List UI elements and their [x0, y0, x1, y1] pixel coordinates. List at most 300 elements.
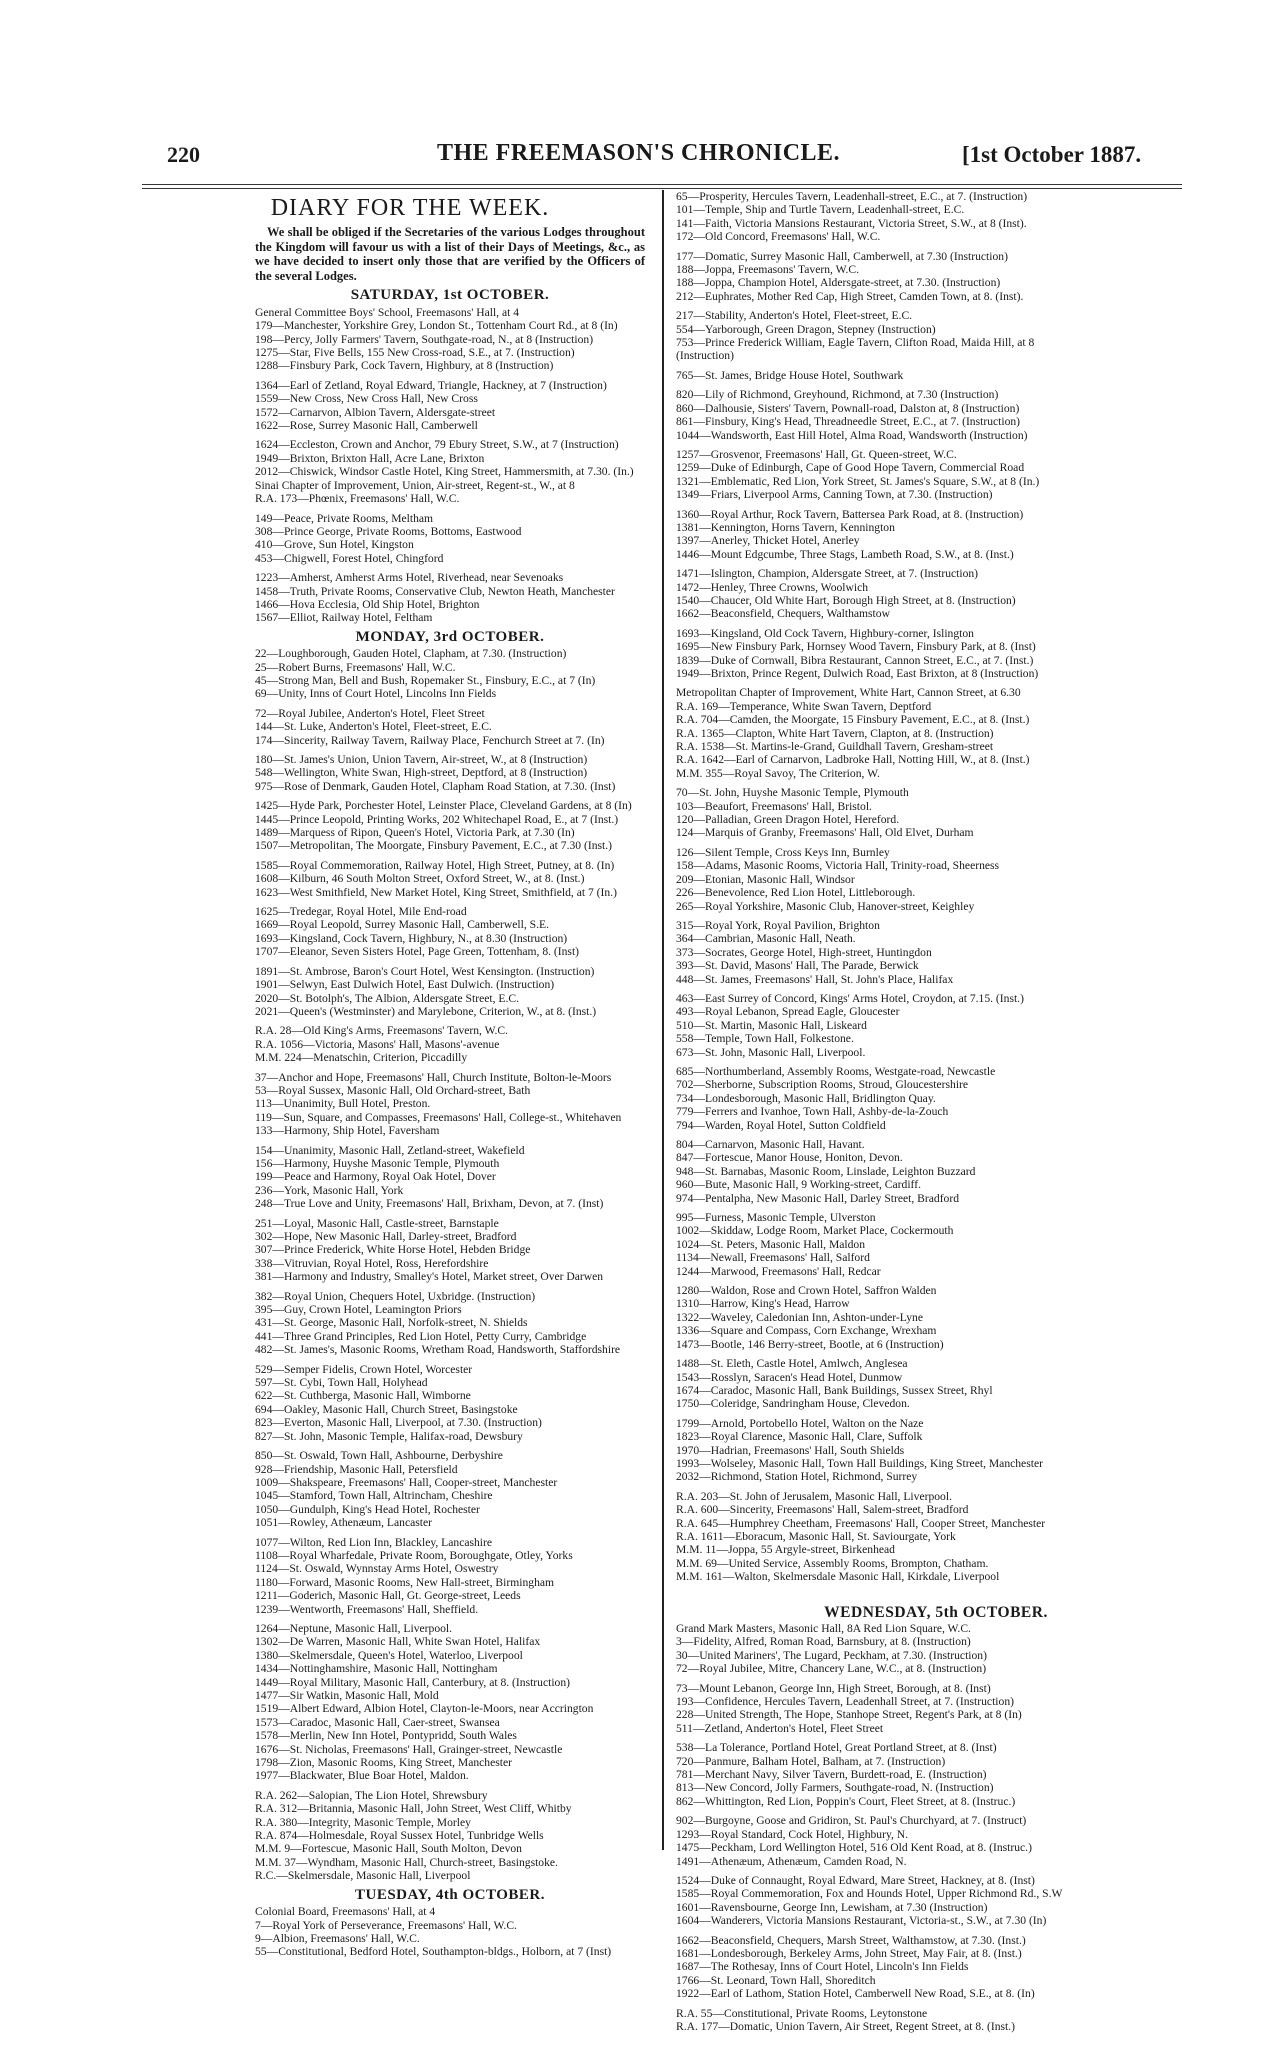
lodge-entry: 119—Sun, Square, and Compasses, Freemasons' Hall, College-st., Whitehaven: [255, 1110, 622, 1124]
lodge-group: [676, 1490, 1196, 1584]
lodge-entry: 482—St. James's, Masonic Rooms, Wretham Road, Handsworth, Staffordshire: [255, 1343, 621, 1357]
lodge-entry: 1397—Anerley, Thicket Hotel, Anerley: [676, 534, 860, 548]
lodge-entry: 1381—Kennington, Horns Tavern, Kennington: [676, 520, 895, 534]
lodge-entry: 410—Grove, Sun Hotel, Kingston: [255, 538, 414, 552]
lodge-entry: 1336—Square and Compass, Corn Exchange, Wrexham: [676, 1324, 937, 1338]
lodge-entry: R.A. 704—Camden, the Moorgate, 15 Finsbury Pavement, E.C., at 8. (Inst.): [676, 713, 1030, 727]
lodge-entry: 30—United Mariners', The Lugard, Peckham, at 7.30. (Instruction): [676, 1648, 987, 1662]
lodge-entry: 1567—Elliot, Railway Hotel, Feltham: [255, 611, 433, 625]
lodge-entry: 2021—Queen's (Westminster) and Marylebone, Criterion, W., at 8. (Inst.): [255, 1004, 597, 1018]
lodge-entry: 1750—Coleridge, Sandringham House, Clevedon.: [676, 1397, 910, 1411]
lodge-entry: R.A. 203—St. John of Jerusalem, Masonic Hall, Liverpool.: [676, 1489, 952, 1503]
page-number: 220: [167, 142, 200, 167]
lodge-entry: R.A. 1538—St. Martins-le-Grand, Guildhall Tavern, Gresham-street: [676, 740, 994, 754]
lodge-entry: 9—Albion, Freemasons' Hall, W.C.: [255, 1931, 420, 1945]
lodge-entry: 188—Joppa, Champion Hotel, Aldersgate-street, at 7.30. (Instruction): [676, 276, 1001, 290]
lodge-group: [255, 965, 645, 1019]
lodge-entry: 144—St. Luke, Anderton's Hotel, Fleet-street, E.C.: [255, 720, 492, 734]
lodge-entry: 308—Prince George, Private Rooms, Bottoms, Eastwood: [255, 524, 522, 538]
lodge-entry: 734—Londesborough, Masonic Hall, Bridlington Quay.: [676, 1091, 936, 1105]
lodge-entry: 149—Peace, Private Rooms, Meltham: [255, 511, 434, 525]
lodge-entry: R.C.—Skelmersdale, Masonic Hall, Liverpool: [255, 1869, 471, 1883]
lodge-entry: 1472—Henley, Three Crowns, Woolwich: [676, 580, 869, 594]
lodge-entry: M.M. 69—United Service, Assembly Rooms, Brompton, Chatham.: [676, 1556, 989, 1570]
lodge-entry: 141—Faith, Victoria Mansions Restaurant, Victoria Street, S.W., at 8 (Inst).: [676, 216, 1027, 230]
lodge-entry: 1662—Beaconsfield, Chequers, Marsh Street, Walthamstow, at 7.30. (Inst.): [676, 1933, 1026, 1947]
lodge-group: [676, 567, 1196, 621]
lodge-entry: R.A. 1365—Clapton, White Hart Tavern, Clapton, at 8. (Instruction): [676, 726, 994, 740]
lodge-entry: 1302—De Warren, Masonic Hall, White Swan Hotel, Halifax: [255, 1635, 541, 1649]
lodge-group: [255, 799, 645, 853]
lodge-entry: 1310—Harrow, King's Head, Harrow: [676, 1297, 850, 1311]
lodge-entry: R.A. 169—Temperance, White Swan Tavern, Deptford: [676, 699, 932, 713]
lodge-entry: 113—Unanimity, Bull Hotel, Preston.: [255, 1097, 431, 1111]
lodge-group: [676, 1874, 1196, 1928]
lodge-group: [255, 438, 645, 505]
lodge-entry: R.A. 1056—Victoria, Masons' Hall, Masons'-avenue: [255, 1037, 500, 1051]
lodge-group: [676, 919, 1196, 986]
lodge-entry: 158—Adams, Masonic Rooms, Victoria Hall, Trinity-road, Sheerness: [676, 859, 1000, 873]
lodge-group: [676, 786, 1196, 840]
lodge-entry: 781—Merchant Navy, Silver Tavern, Burdett-road, E. (Instruction): [676, 1768, 987, 1782]
lodge-group: [676, 388, 1196, 442]
lodge-entry: 1434—Nottinghamshire, Masonic Hall, Nottingham: [255, 1662, 498, 1676]
lodge-entry: 315—Royal York, Royal Pavilion, Brighton: [676, 918, 880, 932]
lodge-entry: 1623—West Smithfield, New Market Hotel, King Street, Smithfield, at 7 (In.): [255, 885, 617, 899]
lodge-entry: 1922—Earl of Lathom, Station Hotel, Camberwell New Road, S.E., at 8. (In): [676, 1987, 1035, 2001]
lodge-entry: R.A. 1611—Eboracum, Masonic Hall, St. Saviourgate, York: [676, 1529, 956, 1543]
masthead-rule: [142, 184, 1182, 189]
lodge-group: [255, 1071, 645, 1138]
lodge-entry: 1257—Grosvenor, Freemasons' Hall, Gt. Queen-street, W.C.: [676, 447, 957, 461]
lodge-entry: 1608—Kilburn, 46 South Molton Street, Oxford Street, W., at 8. (Inst.): [255, 872, 585, 886]
lodge-group: [676, 1741, 1196, 1808]
lodge-entry: 1799—Arnold, Portobello Hotel, Walton on the Naze: [676, 1416, 924, 1430]
lodge-entry: 554—Yarborough, Green Dragon, Stepney (Instruction): [676, 322, 936, 336]
lodge-entry: R.A. 28—Old King's Arms, Freemasons' Tavern, W.C.: [255, 1024, 509, 1038]
lodge-entry: 302—Hope, New Masonic Hall, Darley-street, Bradford: [255, 1230, 517, 1243]
lodge-entry: 177—Domatic, Surrey Masonic Hall, Camberwell, at 7.30 (Instruction): [676, 249, 1008, 263]
lodge-entry: 1009—Shakspeare, Freemasons' Hall, Cooper-street, Manchester: [255, 1475, 558, 1489]
lodge-entry: 133—Harmony, Ship Hotel, Faversham: [255, 1124, 440, 1138]
newspaper-title: THE FREEMASON'S CHRONICLE.: [437, 140, 841, 166]
lodge-group: [255, 1290, 645, 1357]
lodge-entry: 236—York, Masonic Hall, York: [255, 1183, 404, 1197]
lodge-entry: 1244—Marwood, Freemasons' Hall, Redcar: [676, 1264, 881, 1278]
lodge-entry: 2020—St. Botolph's, The Albion, Aldersgate Street, E.C.: [255, 991, 520, 1005]
lodge-entry: 69—Unity, Inns of Court Hotel, Lincolns Inn Fields: [255, 687, 497, 701]
lodge-group: [255, 707, 645, 747]
lodge-entry: 1707—Eleanor, Seven Sisters Hotel, Page Green, Tottenham, 8. (Inst): [255, 945, 580, 959]
lodge-entry: 1445—Prince Leopold, Printing Works, 202 Whitechapel Road, E., at 7 (Inst.): [255, 812, 619, 826]
lodge-entry: Sinai Chapter of Improvement, Union, Air-street, Regent-st., W., at 8: [255, 478, 575, 492]
lodge-entry: M.M. 9—Fortescue, Masonic Hall, South Molton, Devon: [255, 1842, 522, 1856]
lodge-entry: 765—St. James, Bridge House Hotel, Southwark: [676, 368, 904, 382]
right-column: [662, 190, 1196, 2033]
lodge-entry: 126—Silent Temple, Cross Keys Inn, Burnley: [676, 845, 890, 859]
lodge-entry: R.A. 380—Integrity, Masonic Temple, Morley: [255, 1815, 471, 1829]
lodge-entry: 3—Fidelity, Alfred, Roman Road, Barnsbury, at 8. (Instruction): [676, 1635, 971, 1649]
lodge-entry: 2012—Chiswick, Windsor Castle Hotel, King Street, Hammersmith, at 7.30. (In.): [255, 465, 634, 479]
lodge-entry: 861—Finsbury, King's Head, Threadneedle Street, E.C., at 7. (Instruction): [676, 415, 1021, 429]
lodge-entry: 1901—Selwyn, East Dulwich Hotel, East Dulwich. (Instruction): [255, 978, 555, 992]
lodge-entry: 823—Everton, Masonic Hall, Liverpool, at 7.30. (Instruction): [255, 1416, 542, 1430]
lodge-entry: 154—Unanimity, Masonic Hall, Zetland-street, Wakefield: [255, 1143, 525, 1157]
lodge-entry: 1364—Earl of Zetland, Royal Edward, Triangle, Hackney, at 7 (Instruction): [255, 378, 607, 392]
lodge-entry: 180—St. James's Union, Union Tavern, Air-street, W., at 8 (Instruction): [255, 753, 588, 766]
lodge-entry: 948—St. Barnabas, Masonic Room, Linslade, Leighton Buzzard: [676, 1164, 976, 1178]
lodge-entry: 248—True Love and Unity, Freemasons' Hall, Brixham, Devon, at 7. (Inst): [255, 1197, 604, 1211]
lodge-entry: 1585—Royal Commemoration, Railway Hotel, High Street, Putney, at 8. (In): [255, 858, 615, 872]
lodge-group: [676, 686, 1196, 780]
lodge-group: [676, 309, 1196, 363]
lodge-entry: 850—St. Oswald, Town Hall, Ashbourne, Derbyshire: [255, 1449, 503, 1463]
lodge-group: [676, 627, 1196, 681]
lodge-entry: R.A. 55—Constitutional, Private Rooms, Leytonstone: [676, 2006, 928, 2020]
lodge-entry: 2032—Richmond, Station Hotel, Richmond, Surrey: [676, 1470, 918, 1484]
lodge-entry: 156—Harmony, Huyshe Masonic Temple, Plymouth: [255, 1156, 500, 1170]
lodge-entry: 1077—Wilton, Red Lion Inn, Blackley, Lancashire: [255, 1535, 493, 1549]
lodge-entry: 120—Palladian, Green Dragon Hotel, Hereford.: [676, 813, 900, 827]
left-column-days: [115, 289, 645, 1958]
lodge-entry: 72—Royal Jubilee, Mitre, Chancery Lane, W.C., at 8. (Instruction): [676, 1662, 987, 1676]
lodge-group: [255, 1144, 645, 1211]
lodge-entry: M.M. 11—Joppa, 55 Argyle-street, Birkenhead: [676, 1543, 895, 1557]
lodge-entry: 1044—Wandsworth, East Hill Hotel, Alma Road, Wandsworth (Instruction): [676, 428, 1028, 442]
lodge-entry: 1601—Ravensbourne, George Inn, Lewisham, at 7.30 (Instruction): [676, 1900, 988, 1914]
lodge-entry: R.A. 645—Humphrey Cheetham, Freemasons' Hall, Cooper Street, Manchester: [676, 1516, 1046, 1530]
lodge-entry: 995—Furness, Masonic Temple, Ulverston: [676, 1211, 876, 1225]
lodge-entry: 1475—Peckham, Lord Wellington Hotel, 516 Old Kent Road, at 8. (Instruc.): [676, 1841, 1032, 1855]
lodge-entry: 1471—Islington, Champion, Aldersgate Street, at 7. (Instruction): [676, 567, 979, 581]
lodge-entry: 25—Robert Burns, Freemasons' Hall, W.C.: [255, 660, 456, 674]
lodge-group: [676, 846, 1196, 913]
lodge-entry: 448—St. James, Freemasons' Hall, St. John's Place, Halifax: [676, 972, 954, 986]
left-column: [115, 190, 645, 1965]
lodge-entry: 720—Panmure, Balham Hotel, Balham, at 7. (Instruction): [676, 1754, 946, 1768]
lodge-entry: 974—Pentalpha, New Masonic Hall, Darley Street, Bradford: [676, 1191, 960, 1205]
lodge-entry: 65—Prosperity, Hercules Tavern, Leadenhall-street, E.C., at 7. (Instruction): [676, 190, 1028, 203]
lodge-entry: 1604—Wanderers, Victoria Mansions Restaurant, Victoria-st., S.W., at 7.30 (In): [676, 1914, 1047, 1928]
lodge-entry: 804—Carnarvon, Masonic Hall, Havant.: [676, 1138, 865, 1151]
lodge-entry: M.M. 161—Walton, Skelmersdale Masonic Hall, Kirkdale, Liverpool: [676, 1570, 1000, 1584]
lodge-group: [676, 448, 1196, 502]
lodge-entry: 975—Rose of Denmark, Gauden Hotel, Clapham Road Station, at 7.30. (Inst): [255, 779, 616, 793]
lodge-group: [255, 306, 645, 373]
article-intro: We shall be obliged if the Secretaries of the various Lodges throughout the Kingdom will favour us with a list of their Days of Meetings, &c., as we have decided to insert only those that are verified by the Officers of the several Lodges.: [255, 225, 645, 283]
lodge-group: [255, 859, 645, 899]
lodge-entry: 1458—Truth, Private Rooms, Conservative Club, Newton Heath, Manchester: [255, 584, 615, 598]
lodge-entry: 1624—Eccleston, Crown and Anchor, 79 Ebury Street, S.W., at 7 (Instruction): [255, 438, 619, 452]
lodge-entry: 1970—Hadrian, Freemasons' Hall, South Shields: [676, 1443, 905, 1457]
lodge-entry: 493—Royal Lebanon, Spread Eagle, Gloucester: [676, 1005, 900, 1019]
lodge-entry: 101—Temple, Ship and Turtle Tavern, Leadenhall-street, E.C.: [676, 203, 965, 217]
lodge-group: [255, 1905, 645, 1959]
day-heading: MONDAY, 3rd OCTOBER.: [355, 628, 545, 645]
lodge-entry: 1322—Waveley, Caledonian Inn, Ashton-under-Lyne: [676, 1310, 923, 1324]
lodge-group: [676, 1138, 1196, 1205]
lodge-entry: 510—St. Martin, Masonic Hall, Liskeard: [676, 1018, 867, 1032]
lodge-entry: 209—Etonian, Masonic Hall, Windsor: [676, 872, 855, 886]
lodge-entry: 1578—Merlin, New Inn Hotel, Pontypridd, South Wales: [255, 1729, 517, 1743]
lodge-entry: 174—Sincerity, Railway Tavern, Railway Place, Fenchurch Street at 7. (In): [255, 733, 605, 747]
lodge-entry: 1669—Royal Leopold, Surrey Masonic Hall, Camberwell, S.E.: [255, 918, 549, 932]
lodge-entry: 382—Royal Union, Chequers Hotel, Uxbridge. (Instruction): [255, 1289, 536, 1303]
lodge-entry: 1491—Athenæum, Athenæum, Camden Road, N.: [676, 1854, 907, 1868]
lodge-entry: 55—Constitutional, Bedford Hotel, Southampton-bldgs., Holborn, at 7 (Inst): [255, 1945, 612, 1959]
day-heading: TUESDAY, 4th OCTOBER.: [354, 1886, 545, 1903]
lodge-entry: 172—Old Concord, Freemasons' Hall, W.C.: [676, 230, 881, 244]
lodge-group: [255, 1789, 645, 1883]
lodge-entry: R.A. 874—Holmesdale, Royal Sussex Hotel, Tunbridge Wells: [255, 1829, 544, 1843]
lodge-entry: 1180—Forward, Masonic Rooms, New Hall-street, Birmingham: [255, 1575, 555, 1589]
lodge-entry: 1425—Hyde Park, Porchester Hotel, Leinster Place, Cleveland Gardens, at 8 (In): [255, 799, 632, 813]
lodge-entry: 753—Prince Frederick William, Eagle Tavern, Clifton Road, Maida Hill, at 8: [676, 336, 1035, 350]
lodge-entry: 1687—The Rothesay, Inns of Court Hotel, Lincoln's Inn Fields: [676, 1960, 969, 1974]
lodge-entry: 1223—Amherst, Amherst Arms Hotel, Riverhead, near Sevenoaks: [255, 571, 564, 585]
lodge-entry: 902—Burgoyne, Goose and Gridiron, St. Paul's Churchyard, at 7. (Instruct): [676, 1814, 1027, 1828]
lodge-entry: 307—Prince Frederick, White Horse Hotel, Hebden Bridge: [255, 1243, 531, 1257]
lodge-entry: 212—Euphrates, Mother Red Cap, High Street, Camden Town, at 8. (Inst).: [676, 289, 1024, 303]
lodge-entry: 364—Cambrian, Masonic Hall, Neath.: [676, 932, 856, 946]
lodge-entry: 395—Guy, Crown Hotel, Leamington Priors: [255, 1303, 462, 1317]
lodge-group: [255, 1363, 645, 1443]
lodge-entry: 1280—Waldon, Rose and Crown Hotel, Saffron Walden: [676, 1284, 937, 1298]
lodge-entry: 827—St. John, Masonic Temple, Halifax-road, Dewsbury: [255, 1429, 523, 1443]
lodge-entry: 1360—Royal Arthur, Rock Tavern, Battersea Park Road, at 8. (Instruction): [676, 507, 1024, 521]
lodge-entry: 188—Joppa, Freemasons' Tavern, W.C.: [676, 263, 860, 277]
lodge-entry: 1891—St. Ambrose, Baron's Court Hotel, West Kensington. (Instruction): [255, 964, 595, 978]
lodge-entry: 179—Manchester, Yorkshire Grey, London St., Tottenham Court Rd., at 8 (In): [255, 319, 618, 333]
lodge-entry: 1002—Skiddaw, Lodge Room, Market Place, Cockermouth: [676, 1224, 954, 1238]
lodge-entry: 1572—Carnarvon, Albion Tavern, Aldersgate-street: [255, 405, 496, 419]
lodge-entry: M.M. 37—Wyndham, Masonic Hall, Church-street, Basingstoke.: [255, 1855, 558, 1869]
lodge-entry: 373—Socrates, George Hotel, High-street, Huntingdon: [676, 945, 932, 959]
lodge-entry: 1519—Albert Edward, Albion Hotel, Clayton-le-Moors, near Accrington: [255, 1702, 594, 1716]
lodge-entry: 1540—Chaucer, Old White Hart, Borough High Street, at 8. (Instruction): [676, 593, 1016, 607]
lodge-entry: 622—St. Cuthberga, Masonic Hall, Wimborne: [255, 1389, 471, 1403]
lodge-entry: R.A. 1642—Earl of Carnarvon, Ladbroke Hall, Notting Hill, W., at 8. (Inst.): [676, 753, 1030, 767]
lodge-entry: 1051—Rowley, Athenæum, Lancaster: [255, 1516, 432, 1530]
lodge-group: [676, 1211, 1196, 1278]
lodge-entry: 103—Beaufort, Freemasons' Hall, Bristol.: [676, 799, 872, 813]
lodge-entry: 1259—Duke of Edinburgh, Cape of Good Hope Tavern, Commercial Road: [676, 461, 1025, 475]
lodge-entry: 1239—Wentworth, Freemasons' Hall, Sheffield.: [255, 1602, 479, 1616]
lodge-entry: 1524—Duke of Connaught, Royal Edward, Mare Street, Hackney, at 8. (Inst): [676, 1873, 1035, 1887]
lodge-group: [676, 1934, 1196, 2001]
lodge-group: [676, 1357, 1196, 1411]
lodge-entry: 1674—Caradoc, Masonic Hall, Bank Buildings, Sussex Street, Rhyl: [676, 1383, 993, 1397]
lodge-entry: 1693—Kingsland, Old Cock Tavern, Highbury-corner, Islington: [676, 626, 974, 640]
lodge-entry: 685—Northumberland, Assembly Rooms, Westgate-road, Newcastle: [676, 1064, 996, 1078]
lodge-group: [676, 992, 1196, 1059]
lodge-entry: 7—Royal York of Perseverance, Freemasons' Hall, W.C.: [255, 1918, 517, 1932]
lodge-entry: 198—Percy, Jolly Farmers' Tavern, Southgate-road, N., at 8 (Instruction): [255, 332, 594, 346]
lodge-group: [676, 1814, 1196, 1868]
lodge-entry: 463—East Surrey of Concord, Kings' Arms Hotel, Croydon, at 7.15. (Inst.): [676, 991, 1024, 1005]
lodge-entry: 511—Zetland, Anderton's Hotel, Fleet Street: [676, 1721, 884, 1735]
lodge-entry: 1473—Bootle, 146 Berry-street, Bootle, at 6 (Instruction): [676, 1337, 944, 1351]
lodge-entry: 794—Warden, Royal Hotel, Sutton Coldfield: [676, 1118, 886, 1132]
lodge-entry: 53—Royal Sussex, Masonic Hall, Old Orchard-street, Bath: [255, 1083, 531, 1097]
lodge-entry: 1466—Hova Ecclesia, Old Ship Hotel, Brighton: [255, 597, 480, 611]
day-heading: WEDNESDAY, 5th OCTOBER.: [824, 1603, 1048, 1621]
right-column-days: [676, 190, 1196, 2033]
lodge-entry: 431—St. George, Masonic Hall, Norfolk-street, N. Shields: [255, 1316, 528, 1330]
lodge-entry: 548—Wellington, White Swan, High-street, Deptford, at 8 (Instruction): [255, 766, 588, 780]
masthead: [142, 130, 1182, 170]
lodge-group: [255, 1536, 645, 1616]
lodge-group: [255, 1622, 645, 1783]
lodge-entry: 1695—New Finsbury Park, Hornsey Wood Tavern, Finsbury Park, at 8. (Inst): [676, 640, 1036, 654]
lodge-group: [676, 250, 1196, 304]
lodge-entry: 1693—Kingsland, Cock Tavern, Highbury, N., at 8.30 (Instruction): [255, 931, 568, 945]
lodge-entry: 226—Benevolence, Red Lion Hotel, Littleborough.: [676, 886, 916, 900]
lodge-entry: 1949—Brixton, Prince Regent, Dulwich Road, East Brixton, at 8 (Instruction): [676, 667, 1039, 680]
lodge-entry: 453—Chigwell, Forest Hotel, Chingford: [255, 551, 444, 565]
lodge-entry: 381—Harmony and Industry, Smalley's Hotel, Market street, Over Darwen: [255, 1270, 604, 1284]
lodge-entry: 529—Semper Fidelis, Crown Hotel, Worcester: [255, 1362, 473, 1376]
lodge-entry: 1798—Zion, Masonic Rooms, King Street, Manchester: [255, 1756, 512, 1770]
lodge-group: [255, 905, 645, 959]
lodge-entry: 1993—Wolseley, Masonic Hall, Town Hall Buildings, King Street, Manchester: [676, 1456, 1043, 1470]
lodge-entry: 1489—Marquess of Ripon, Queen's Hotel, Victoria Park, at 7.30 (In): [255, 826, 575, 840]
lodge-entry: 597—St. Cybi, Town Hall, Holyhead: [255, 1376, 428, 1390]
lodge-entry: 1293—Royal Standard, Cock Hotel, Highbury, N.: [676, 1827, 909, 1841]
article-title: DIARY FOR THE WEEK.: [270, 195, 550, 221]
lodge-entry: 1349—Friars, Liverpool Arms, Canning Town, at 7.30. (Instruction): [676, 488, 993, 502]
lodge-entry: R.A. 600—Sincerity, Freemasons' Hall, Salem-street, Bradford: [676, 1503, 969, 1517]
lodge-entry: R.A. 173—Phœnix, Freemasons' Hall, W.C.: [255, 492, 460, 506]
lodge-group: [676, 1417, 1196, 1484]
lodge-entry: 862—Whittington, Red Lion, Poppin's Court, Fleet Street, at 8. (Instruc.): [676, 1794, 1016, 1808]
lodge-entry: 1662—Beaconsfield, Chequers, Walthamstow: [676, 607, 890, 621]
lodge-group: [255, 1024, 645, 1064]
lodge-group: [255, 1449, 645, 1529]
lodge-entry: 1050—Gundulph, King's Head Hotel, Rochester: [255, 1502, 480, 1516]
lodge-entry: 1321—Emblematic, Red Lion, York Street, St. James's Square, S.W., at 8 (In.): [676, 474, 1040, 488]
lodge-entry: 1477—Sir Watkin, Masonic Hall, Mold: [255, 1689, 439, 1702]
day-heading: SATURDAY, 1st OCTOBER.: [350, 287, 550, 304]
lodge-entry: 1264—Neptune, Masonic Hall, Liverpool.: [255, 1621, 453, 1635]
lodge-entry: 860—Dalhousie, Sisters' Tavern, Pownall-road, Dalston at, 8 (Instruction): [676, 401, 1020, 415]
lodge-entry: 251—Loyal, Masonic Hall, Castle-street, Barnstaple: [255, 1216, 499, 1230]
lodge-group: [676, 369, 1196, 382]
lodge-group: [255, 512, 645, 566]
lodge-entry: 1949—Brixton, Brixton Hall, Acre Lane, Brixton: [255, 451, 485, 465]
lodge-entry: 1585—Royal Commemoration, Fox and Hounds Hotel, Upper Richmond Rd., S.W: [676, 1887, 1063, 1901]
lodge-entry: 1676—St. Nicholas, Freemasons' Hall, Grainger-street, Newcastle: [255, 1742, 563, 1756]
lodge-entry: 1124—St. Oswald, Wynnstay Arms Hotel, Oswestry: [255, 1562, 499, 1576]
lodge-entry: 193—Confidence, Hercules Tavern, Leadenhall Street, at 7. (Instruction): [676, 1695, 1014, 1709]
lodge-group: [676, 190, 1196, 244]
lodge-entry: 45—Strong Man, Bell and Bush, Ropemaker St., Finsbury, E.C., at 7 (In): [255, 673, 596, 687]
lodge-entry: (Instruction): [676, 349, 734, 363]
lodge-entry: 393—St. David, Masons' Hall, The Parade, Berwick: [676, 959, 919, 973]
lodge-entry: 1507—Metropolitan, The Moorgate, Finsbury Pavement, E.C., at 7.30 (Inst.): [255, 839, 613, 853]
lodge-entry: 1380—Skelmersdale, Queen's Hotel, Waterloo, Liverpool: [255, 1648, 523, 1662]
lodge-entry: 960—Bute, Masonic Hall, 9 Working-street, Cardiff.: [676, 1178, 921, 1192]
lodge-group: [255, 753, 645, 793]
lodge-group: [676, 1622, 1196, 1676]
lodge-entry: Metropolitan Chapter of Improvement, White Hart, Cannon Street, at 6.30: [676, 686, 1021, 700]
lodge-entry: 124—Marquis of Granby, Freemasons' Hall, Old Elvet, Durham: [676, 826, 974, 840]
lodge-entry: M.M. 355—Royal Savoy, The Criterion, W.: [676, 766, 880, 780]
lodge-entry: 199—Peace and Harmony, Royal Oak Hotel, Dover: [255, 1170, 496, 1184]
lodge-group: [255, 379, 645, 433]
lodge-entry: 1108—Royal Wharfedale, Private Room, Boroughgate, Otley, Yorks: [255, 1548, 573, 1562]
lodge-group: [255, 571, 645, 625]
lodge-entry: 847—Fortescue, Manor House, Honiton, Devon.: [676, 1151, 903, 1165]
lodge-entry: 1488—St. Eleth, Castle Hotel, Amlwch, Anglesea: [676, 1357, 908, 1371]
issue-date: [1st October 1887.: [962, 142, 1142, 167]
lodge-group: [676, 2007, 1196, 2034]
lodge-entry: 1573—Caradoc, Masonic Hall, Caer-street, Swansea: [255, 1715, 500, 1729]
lodge-entry: Colonial Board, Freemasons' Hall, at 4: [255, 1905, 436, 1919]
lodge-entry: 37—Anchor and Hope, Freemasons' Hall, Church Institute, Bolton-le-Moors: [255, 1070, 612, 1084]
lodge-entry: General Committee Boys' School, Freemasons' Hall, at 4: [255, 305, 520, 319]
lodge-entry: 70—St. John, Huyshe Masonic Temple, Plymouth: [676, 786, 909, 800]
lodge-entry: 558—Temple, Town Hall, Folkestone.: [676, 1032, 854, 1046]
lodge-entry: 22—Loughborough, Gauden Hotel, Clapham, at 7.30. (Instruction): [255, 647, 567, 661]
lodge-entry: 338—Vitruvian, Royal Hotel, Ross, Herefordshire: [255, 1256, 489, 1270]
lodge-entry: 1823—Royal Clarence, Masonic Hall, Clare, Suffolk: [676, 1430, 923, 1444]
lodge-group: [676, 1065, 1196, 1132]
lodge-entry: R.A. 312—Britannia, Masonic Hall, John Street, West Cliff, Whitby: [255, 1802, 572, 1816]
lodge-entry: 820—Lily of Richmond, Greyhound, Richmond, at 7.30 (Instruction): [676, 388, 999, 402]
lodge-entry: 1211—Goderich, Masonic Hall, Gt. George-street, Leeds: [255, 1589, 521, 1603]
lodge-group: [255, 647, 645, 701]
lodge-entry: 1024—St. Peters, Masonic Hall, Maldon: [676, 1237, 866, 1251]
lodge-entry: 441—Three Grand Principles, Red Lion Hotel, Petty Curry, Cambridge: [255, 1329, 587, 1343]
lodge-entry: 1977—Blackwater, Blue Boar Hotel, Maldon.: [255, 1769, 469, 1783]
lodge-entry: 1681—Londesborough, Berkeley Arms, John Street, May Fair, at 8. (Inst.): [676, 1946, 1022, 1960]
lodge-entry: 1625—Tredegar, Royal Hotel, Mile End-road: [255, 905, 467, 919]
lodge-entry: 1543—Rosslyn, Saracen's Head Hotel, Dunmow: [676, 1370, 903, 1384]
lodge-group: [676, 1682, 1196, 1736]
lodge-entry: 1288—Finsbury Park, Cock Tavern, Highbury, at 8 (Instruction): [255, 359, 554, 373]
lodge-entry: 1134—Newall, Freemasons' Hall, Salford: [676, 1251, 870, 1265]
lodge-group: [676, 508, 1196, 562]
lodge-entry: 265—Royal Yorkshire, Masonic Club, Hanover-street, Keighley: [676, 899, 975, 913]
lodge-entry: 1045—Stamford, Town Hall, Altrincham, Cheshire: [255, 1489, 493, 1503]
lodge-entry: M.M. 224—Menatschin, Criterion, Piccadilly: [255, 1051, 468, 1065]
lodge-entry: 1446—Mount Edgcumbe, Three Stags, Lambeth Road, S.W., at 8. (Inst.): [676, 547, 1014, 561]
lodge-entry: 694—Oakley, Masonic Hall, Church Street, Basingstoke: [255, 1402, 518, 1416]
lodge-entry: 779—Ferrers and Ivanhoe, Town Hall, Ashby-de-la-Zouch: [676, 1105, 949, 1119]
lodge-entry: 72—Royal Jubilee, Anderton's Hotel, Fleet Street: [255, 706, 485, 720]
lodge-entry: 73—Mount Lebanon, George Inn, High Street, Borough, at 8. (Inst): [676, 1681, 991, 1695]
lodge-entry: 1622—Rose, Surrey Masonic Hall, Camberwell: [255, 419, 478, 433]
newspaper-page: [142, 0, 1182, 2047]
lodge-entry: 813—New Concord, Jolly Farmers, Southgate-road, N. (Instruction): [676, 1781, 994, 1795]
lodge-entry: Grand Mark Masters, Masonic Hall, 8A Red Lion Square, W.C.: [676, 1622, 971, 1635]
lodge-entry: 1839—Duke of Cornwall, Bibra Restaurant, Cannon Street, E.C., at 7. (Inst.): [676, 653, 1034, 667]
lodge-entry: 1449—Royal Military, Masonic Hall, Canterbury, at 8. (Instruction): [255, 1675, 571, 1689]
lodge-entry: 538—La Tolerance, Portland Hotel, Great Portland Street, at 8. (Inst): [676, 1741, 997, 1755]
lodge-entry: 217—Stability, Anderton's Hotel, Fleet-street, E.C.: [676, 309, 913, 323]
lodge-group: [676, 1284, 1196, 1351]
lodge-entry: R.A. 177—Domatic, Union Tavern, Air Street, Regent Street, at 8. (Inst.): [676, 2019, 1015, 2033]
lodge-group: [255, 1217, 645, 1284]
lodge-entry: 1275—Star, Five Bells, 155 New Cross-road, S.E., at 7. (Instruction): [255, 346, 575, 360]
lodge-entry: 928—Friendship, Masonic Hall, Petersfield: [255, 1462, 458, 1476]
lodge-entry: 1766—St. Leonard, Town Hall, Shoreditch: [676, 1973, 876, 1987]
lodge-entry: 673—St. John, Masonic Hall, Liverpool.: [676, 1045, 866, 1059]
lodge-entry: 228—United Strength, The Hope, Stanhope Street, Regent's Park, at 8 (In): [676, 1708, 1022, 1722]
lodge-entry: R.A. 262—Salopian, The Lion Hotel, Shrewsbury: [255, 1788, 488, 1802]
lodge-entry: 702—Sherborne, Subscription Rooms, Stroud, Gloucestershire: [676, 1078, 969, 1092]
